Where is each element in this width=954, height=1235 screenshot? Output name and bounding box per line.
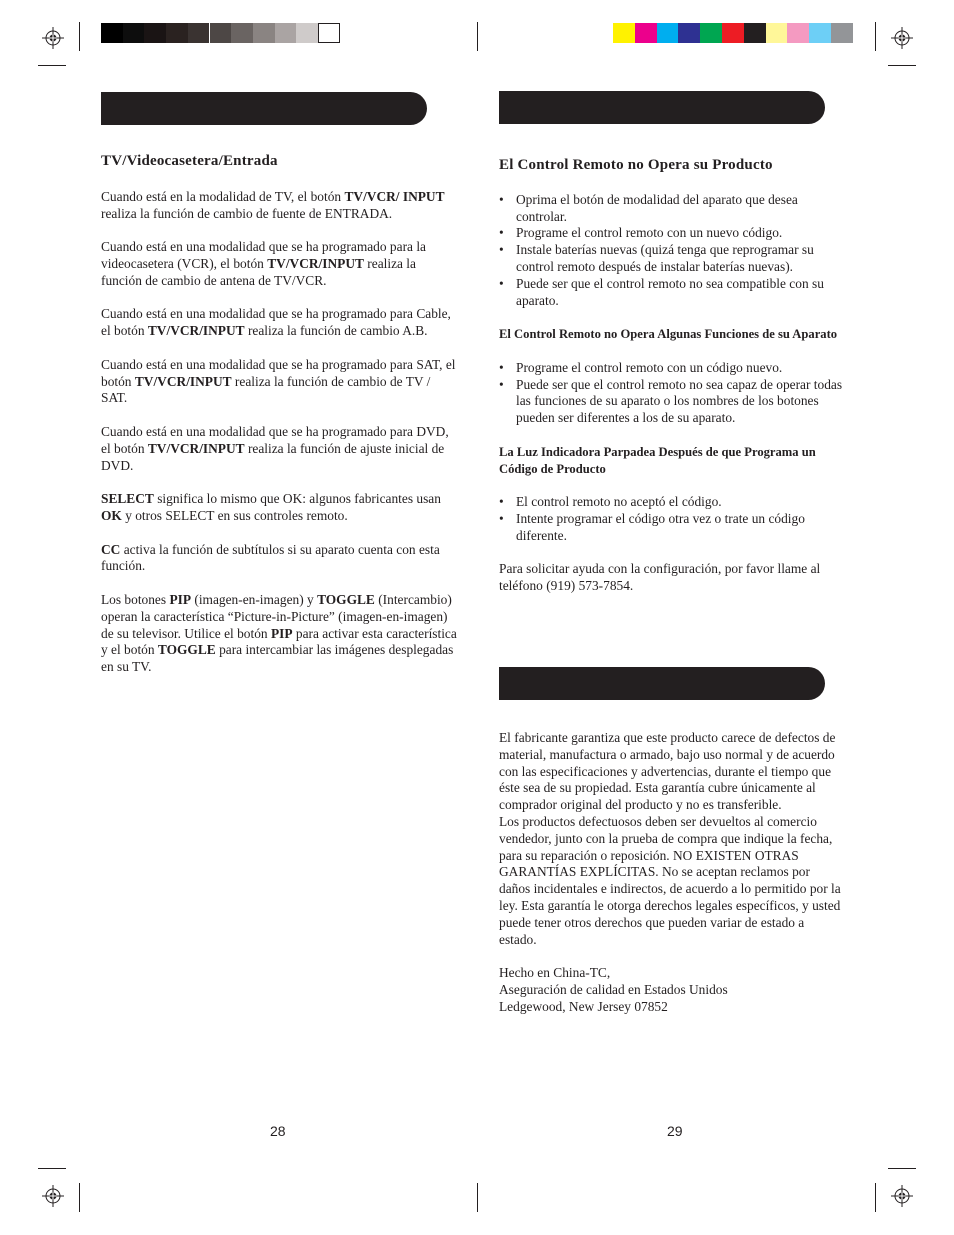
color-swatch [678,23,700,43]
crop-mark-line [888,1168,916,1169]
left-paragraph [101,189,459,223]
text-run: realiza la función de ajuste inicial de DVD. [101,440,445,473]
text-run: activa la función de subtítulos si su aparato cuenta con esta función. [101,541,440,574]
manufacturer-address [499,965,844,1015]
left-paragraph [101,306,459,340]
troubleshooting-section-banner [499,91,825,124]
help-phone-text: Para solicitar ayuda con la configuración, por favor llame al teléfono (919) 573-7854. [499,561,821,594]
crop-mark-line [38,1168,66,1169]
text-run: Cuando está en una modalidad que se ha programado para Cable, el botón [101,306,451,339]
page-number-left: 28 [270,1123,286,1139]
list-item: • El control remoto no aceptó el código. [499,494,847,511]
crop-mark-line [38,65,66,66]
crop-mark-line [79,22,80,51]
left-paragraph [101,424,459,474]
button-name: TV/VCR/INPUT [134,373,232,389]
button-name: OK [101,507,122,523]
color-swatch [831,23,853,43]
text-run: Los botones [101,591,170,607]
text-run: Cuando está en una modalidad que se ha programado para DVD, el botón [101,423,449,456]
list-item: • Puede ser que el control remoto no sea compatible con su aparato. [499,276,847,310]
gray-swatch [253,23,275,43]
crosshair-target-icon [891,27,913,49]
list-item: • Intente programar el código otra vez o trate un código diferente. [499,511,847,545]
partial-function-subheading: El Control Remoto no Opera Algunas Funciones de su Aparato [499,327,838,342]
button-name: PIP [270,625,293,641]
crosshair-target-icon [891,1185,913,1207]
text-run: realiza la función de cambio A.B. [244,323,428,339]
warranty-text: El fabricante garantiza que este producto carece de defectos de material, manufactura o armado, bajo uso normal y de acuerdo con las especificaciones y advertencias, durante el tiempo que éste sea de su propiedad. Esta garantía cubre únicamente al comprador original del producto y no es transferible. [499,730,836,813]
page-number-right: 29 [667,1123,683,1139]
gray-swatch [144,23,166,43]
color-swatch [635,23,657,43]
left-paragraphs [101,189,459,676]
troubleshooting-list-2 [499,360,847,427]
color-swatch [766,23,788,43]
list-item: • Instale baterías nuevas (quizá tenga que reprogramar su control remoto después de instalar baterías nuevas). [499,242,847,276]
button-name: TV/VCR/INPUT [147,440,245,456]
crop-mark-line [888,65,916,66]
crosshair-target-icon [42,1185,64,1207]
button-name: TV/VCR/ INPUT [344,188,445,204]
crop-mark-line [477,1183,478,1212]
returns-text: Los productos defectuosos deben ser devueltos al comercio vendedor, junto con la prueba de compra que indique la fecha, para su reparación o reposición. NO EXISTEN OTRAS GARANTÍAS EXPLÍCITAS. No se aceptan reclamos por daños incidentales e indirectos, de acuerdo a lo permitido por la ley. Esta garantía le otorga derechos legales específicos, y usted puede tener otros derechos que pueden variar de estado a estado. [499,813,841,947]
text-run: realiza la función de cambio de TV / SAT. [101,373,431,406]
gray-swatch [296,23,318,43]
text-run: Cuando está en la modalidad de TV, el botón [101,188,345,204]
list-item: • Oprima el botón de modalidad del aparato que desea controlar. [499,192,847,226]
button-name: TV/VCR/INPUT [267,255,364,271]
gray-swatch [210,23,232,43]
color-swatch [744,23,766,43]
gray-swatch [166,23,188,43]
text-run: (Intercambio) operan la característica “Picture-in-Picture” (imagen-en-imagen) de su televisor. Utilice el botón [101,591,452,641]
warranty-section-banner [499,667,825,700]
text-run: (imagen-en-imagen) y [191,591,318,607]
button-name: SELECT [101,491,154,507]
list-item: • Puede ser que el control remoto no sea capaz de operar todas las funciones de su aparato o los nombres de los botones pueden ser diferentes a los de su aparato. [499,377,847,427]
address-line: Hecho en China-TC, [499,965,611,981]
gray-swatch [231,23,253,43]
color-swatch [722,23,744,43]
left-paragraph [101,542,459,576]
crop-mark-line [875,1183,876,1212]
troubleshooting-list-3 [499,494,847,544]
text-run: Cuando está en una modalidad que se ha programado para SAT, el botón [101,356,456,389]
color-swatch [613,23,635,43]
button-name: PIP [169,591,192,607]
address-line: Aseguración de calidad en Estados Unidos [499,981,728,997]
gray-swatch [101,23,123,43]
button-name: CC [101,541,121,557]
gray-swatch [123,23,145,43]
left-paragraph [101,357,459,407]
color-swatch [657,23,679,43]
color-swatch [809,23,831,43]
gray-swatch [275,23,297,43]
list-item: • Programe el control remoto con un código nuevo. [499,360,847,377]
color-swatch [700,23,722,43]
gray-swatch [188,23,210,43]
color-swatch [787,23,809,43]
text-run: para intercambiar las imágenes desplegadas en su TV. [101,642,454,675]
left-paragraph [101,239,459,289]
blinking-light-subheading: La Luz Indicadora Parpadea Después de que Programa un Código de Producto [499,444,816,476]
address-line: Ledgewood, New Jersey 07852 [499,998,668,1014]
text-run: para activar esta característica y el botón [101,625,457,658]
right-column-troubleshooting [499,157,847,595]
list-item: • Programe el control remoto con un nuevo código. [499,225,847,242]
crop-mark-line [79,1183,80,1212]
troubleshooting-list-1 [499,192,847,310]
button-name: TV/VCR/INPUT [147,323,245,339]
text-run: significa lo mismo que OK: algunos fabricantes usan [153,491,441,507]
text-run: Cuando está en una modalidad que se ha programado para la videocasetera (VCR), el botón [101,239,426,271]
left-column [101,153,459,693]
text-run: y otros SELECT en sus controles remoto. [121,507,348,523]
left-paragraph [101,592,459,676]
left-section-banner [101,92,427,125]
gray-swatch [318,23,340,43]
crop-mark-line [477,22,478,51]
crosshair-target-icon [42,27,64,49]
button-name: TOGGLE [317,591,375,607]
button-name: TOGGLE [157,642,216,658]
right-column-warranty [499,730,844,1016]
text-run: realiza la función de cambio de antena de TV/VCR. [101,255,416,288]
left-paragraph [101,491,459,525]
troubleshooting-heading: El Control Remoto no Opera su Producto [499,157,773,173]
left-section-heading: TV/Videocasetera/Entrada [101,153,278,169]
text-run: realiza la función de cambio de fuente de ENTRADA. [101,205,393,221]
crop-mark-line [875,22,876,51]
